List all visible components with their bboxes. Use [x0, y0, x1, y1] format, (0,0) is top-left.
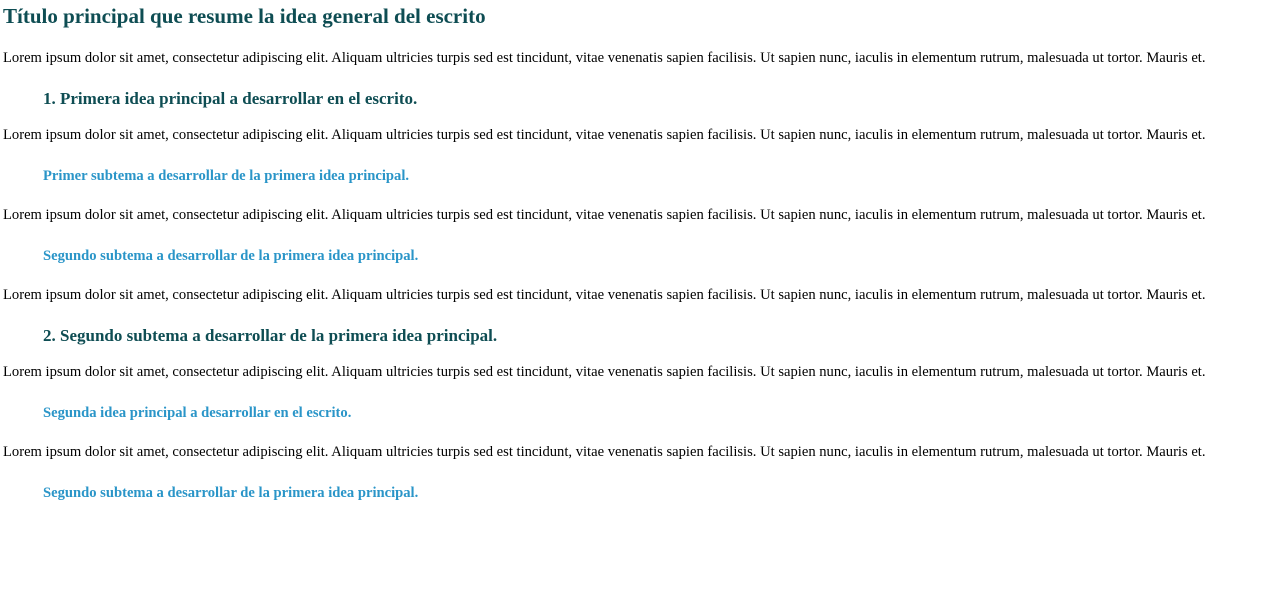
section-2-heading: 2. Segundo subtema a desarrollar de la primera idea principal. — [43, 326, 498, 345]
page-title: Título principal que resume la idea general del escrito — [3, 4, 486, 28]
section-2-subtopic-1-heading: Segunda idea principal a desarrollar en el escrito. — [43, 405, 352, 421]
section-1-subtopic-2-heading: Segundo subtema a desarrollar de la primera idea principal. — [43, 248, 419, 264]
section-2-paragraph: Lorem ipsum dolor sit amet, consectetur adipiscing elit. Aliquam ultricies turpis sed est tincidunt, vitae venenatis sapien facilisis. Ut sapien nunc, iaculis in elementum rutrum, malesuada ut tortor. Mauris et. — [3, 364, 1206, 380]
section-1-subtopic-1-paragraph: Lorem ipsum dolor sit amet, consectetur adipiscing elit. Aliquam ultricies turpis sed est tincidunt, vitae venenatis sapien facilisis. Ut sapien nunc, iaculis in elementum rutrum, malesuada ut tortor. Mauris et. — [3, 207, 1206, 223]
section-2-subtopic-1-paragraph: Lorem ipsum dolor sit amet, consectetur adipiscing elit. Aliquam ultricies turpis sed est tincidunt, vitae venenatis sapien facilisis. Ut sapien nunc, iaculis in elementum rutrum, malesuada ut tortor. Mauris et. — [3, 444, 1206, 460]
section-1-subtopic-1-heading: Primer subtema a desarrollar de la primera idea principal. — [43, 168, 410, 184]
section-1-paragraph: Lorem ipsum dolor sit amet, consectetur adipiscing elit. Aliquam ultricies turpis sed est tincidunt, vitae venenatis sapien facilisis. Ut sapien nunc, iaculis in elementum rutrum, malesuada ut tortor. Mauris et. — [3, 127, 1206, 143]
intro-paragraph: Lorem ipsum dolor sit amet, consectetur adipiscing elit. Aliquam ultricies turpis sed est tincidunt, vitae venenatis sapien facilisis. Ut sapien nunc, iaculis in elementum rutrum, malesuada ut tortor. Mauris et. — [3, 50, 1206, 66]
section-2-subtopic-2-heading: Segundo subtema a desarrollar de la primera idea principal. — [43, 485, 419, 501]
section-1-subtopic-2-paragraph: Lorem ipsum dolor sit amet, consectetur adipiscing elit. Aliquam ultricies turpis sed est tincidunt, vitae venenatis sapien facilisis. Ut sapien nunc, iaculis in elementum rutrum, malesuada ut tortor. Mauris et. — [3, 287, 1206, 303]
section-1-heading: 1. Primera idea principal a desarrollar en el escrito. — [43, 89, 418, 108]
